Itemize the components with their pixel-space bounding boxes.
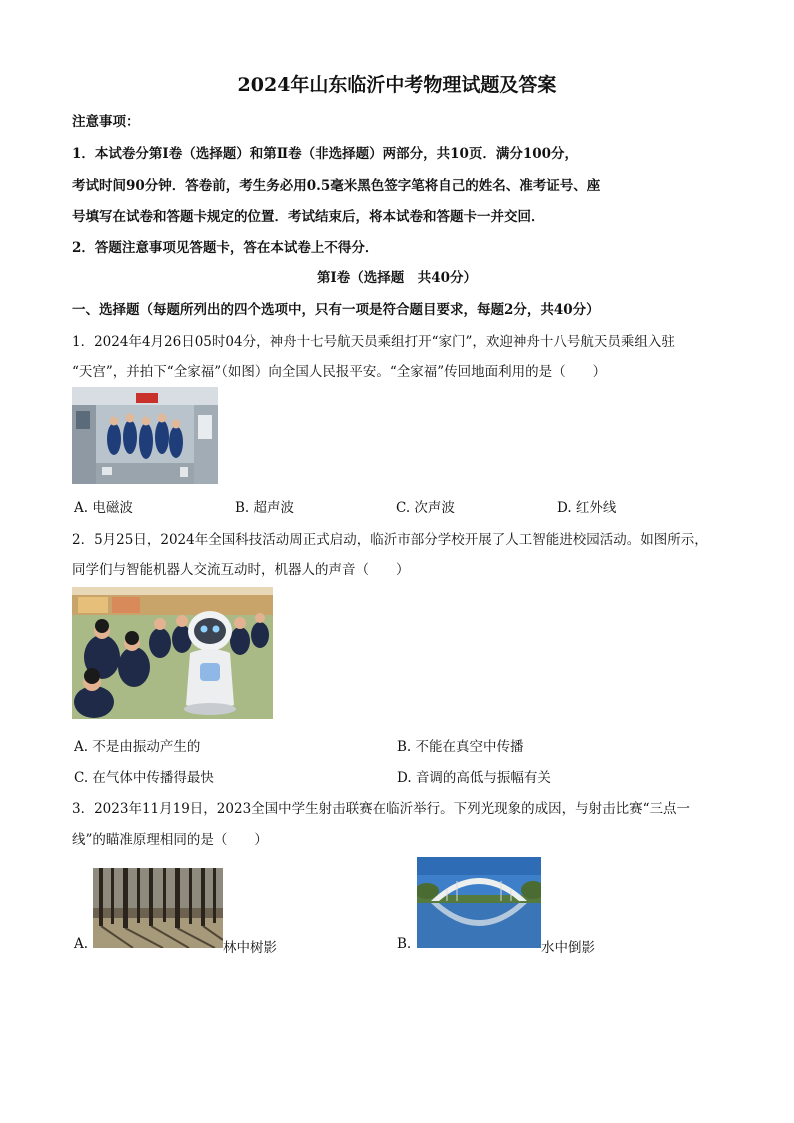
note1-line2: 考试时间90分钟．答卷前，考生务必用0.5毫米黑色签字笔将自己的姓名、准考证号、座 [72,178,601,194]
q1-astronaut-photo [72,387,218,484]
q1-stem-line1: 1．2024年4月26日05时04分，神舟十七号航天员乘组打开“家门”，欢迎神舟十八号航天员乘组入驻 [72,334,675,350]
q1-stem-line2: “天宫”，并拍下“全家福”（如图）向全国人民报平安。“全家福”传回地面利用的是（ ） [72,364,607,380]
part1-heading: 一、选择题（每题所列出的四个选项中，只有一项是符合题目要求，每题2分，共40分） [72,302,600,318]
q2-option-b: B. 不能在真空中传播 [397,739,524,755]
q3-forest-shadows-photo [93,868,223,948]
q3-option-a-caption: 林中树影 [223,940,277,956]
q2-stem-line2: 同学们与智能机器人交流互动时，机器人的声音（ ） [72,562,410,578]
notes-heading: 注意事项： [72,114,140,130]
section-title: 第Ⅰ卷（选择题 共40分） [316,270,478,286]
q2-option-c: C. 在气体中传播得最快 [74,770,214,786]
q2-option-a: A. 不是由振动产生的 [74,739,201,755]
q2-stem-line1: 2．5月25日，2024年全国科技活动周正式启动，临沂市部分学校开展了人工智能进校园活动。如图所示， [72,532,708,548]
q1-option-b: B. 超声波 [235,500,295,516]
page-title: 2024年山东临沂中考物理试题及答案 [237,74,557,96]
q3-option-b-letter: B. [397,936,412,952]
note1-line3: 号填写在试卷和答题卡规定的位置．考试结束后，将本试卷和答题卡一并交回． [72,209,545,225]
note1-line1: 1．本试卷分第Ⅰ卷（选择题）和第Ⅱ卷（非选择题）两部分，共10页．满分100分， [72,146,579,162]
q3-stem-line1: 3．2023年11月19日，2023全国中学生射击联赛在临沂举行。下列光现象的成因，与射击比赛“三点一 [72,801,691,817]
note2: 2．答题注意事项见答题卡，答在本试卷上不得分． [72,240,379,256]
q2-robot-classroom-photo [72,587,273,719]
q1-option-a: A. 电磁波 [74,500,133,516]
q3-stem-line2: 线”的瞄准原理相同的是（ ） [72,832,268,848]
q1-option-d: D. 红外线 [557,500,617,516]
q3-option-a-letter: A. [74,936,89,952]
q3-option-b-caption: 水中倒影 [541,940,595,956]
q1-option-c: C. 次声波 [396,500,455,516]
q2-option-d: D. 音调的高低与振幅有关 [397,770,551,786]
q3-bridge-reflection-photo [417,857,541,948]
